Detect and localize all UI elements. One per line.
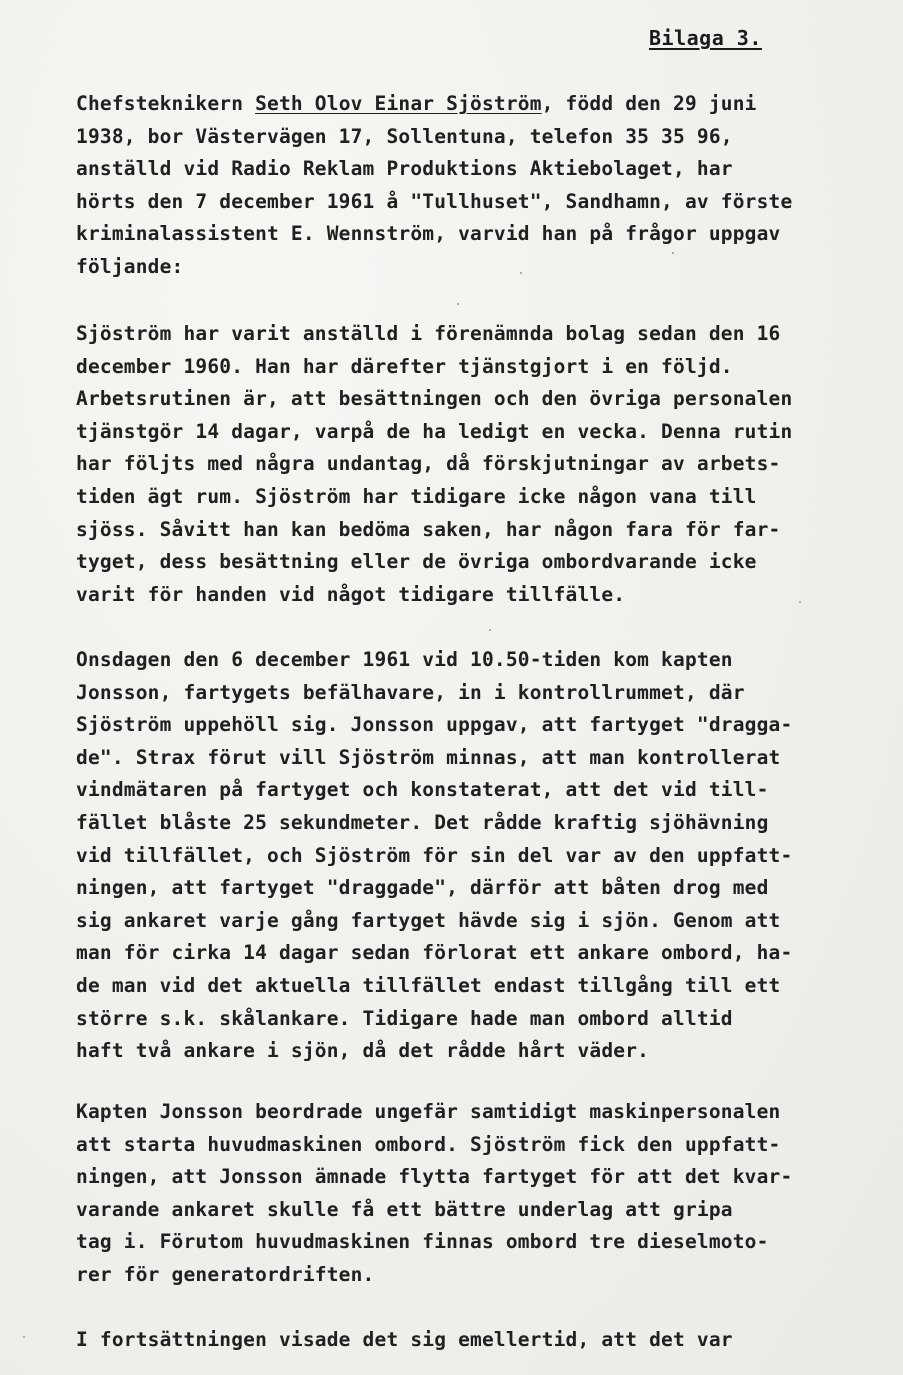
paper-speck bbox=[457, 303, 459, 305]
paper-speck bbox=[23, 1336, 25, 1338]
witness-name: Seth Olov Einar Sjöström bbox=[255, 92, 542, 115]
paragraph-continuation: I fortsättningen visade det sig emellertid, att det var bbox=[76, 1328, 733, 1351]
paper-speck bbox=[672, 252, 674, 254]
paragraph-main-engine: Kapten Jonsson beordrade ungefär samtidigt maskinpersonalen att starta huvudmaskinen ombord. Sjöström fick den uppfatt- ningen, att Jonsson ämnade flytta fartyget för att det kvar- varande ankaret skulle få ett bättre underlag att gripa tag i. Förutom huvudmaskinen finnas ombord tre dieselmoto- rer för generatordriften. bbox=[76, 1100, 793, 1286]
annex-label: Bilaga 3. bbox=[649, 26, 762, 50]
paragraph-witness-intro bbox=[76, 88, 866, 284]
paragraph-employment: Sjöström har varit anställd i förenämnda bolag sedan den 16 december 1960. Han har därefter tjänstgjort i en följd. Arbetsrutinen är, att besättningen och den övriga personalen tjänstgör 14 dagar, varpå de ha ledigt en vecka. Denna rutin har följts med några undantag, då förskjutningar av arbets- tiden ägt rum. Sjöström har tidigare icke någon vana till sjöss. Såvitt han kan bedöma saken, har någon fara för far- tyget, dess besättning eller de övriga ombordvarande icke varit för handen vid något tidigare tillfälle. bbox=[76, 322, 793, 606]
intro-rest-text: , född den 29 juni 1938, bor Västervägen 17, Sollentuna, telefon 35 35 96, anställd vid Radio Reklam Produktions Aktiebolaget, har hörts den 7 december 1961 å "Tullhuset", Sandhamn, av förste kriminalassistent E. Wennström, varvid han på frågor uppgav följande: bbox=[76, 92, 793, 278]
paper-speck bbox=[799, 601, 801, 603]
paper-speck bbox=[520, 272, 522, 274]
paper-speck bbox=[489, 629, 491, 631]
intro-text: Chefsteknikern bbox=[76, 92, 256, 115]
paragraph-dragging-anchor: Onsdagen den 6 december 1961 vid 10.50-tiden kom kapten Jonsson, fartygets befälhavare, in i kontrollrummet, där Sjöström uppehöll sig. Jonsson uppgav, att fartyget "dragga- de". Strax förut vill Sjöström minnas, att man kontrollerat vindmätaren på fartyget och konstaterat, att det vid till- fället blåste 25 sekundmeter. Det rådde kraftig sjöhävning vid tillfället, och Sjöström för sin del var av den uppfatt- ningen, att fartyget "draggade", därför att båten drog med sig ankaret varje gång fartyget hävde sig i sjön. Genom att man för cirka 14 dagar sedan förlorat ett ankare ombord, ha- de man vid det aktuella tillfället endast tillgång till ett större s.k. skålankare. Tidigare hade man ombord alltid haft två ankare i sjön, då det rådde hårt väder. bbox=[76, 648, 793, 1063]
